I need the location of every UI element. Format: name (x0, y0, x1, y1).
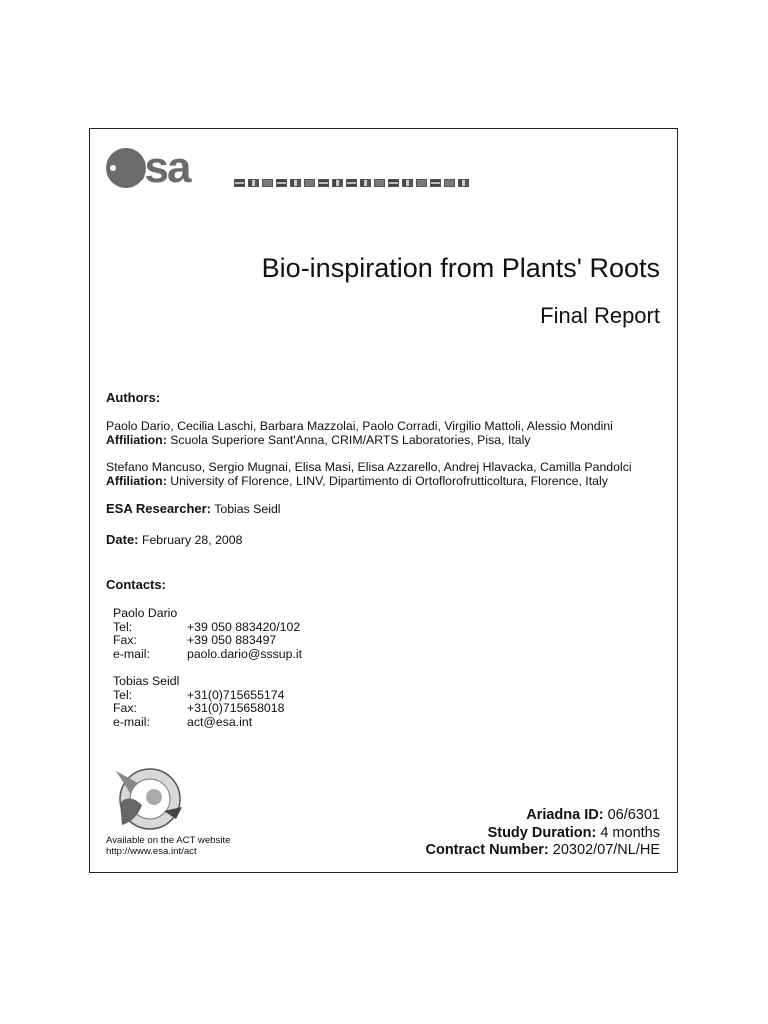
ariadna-value: 06/6301 (607, 807, 660, 823)
author-group-1 (106, 419, 613, 447)
fax-value: +31(0)715658018 (187, 701, 285, 716)
fax-label: Fax: (113, 701, 137, 716)
member-flags (234, 179, 469, 187)
flag-icon (234, 179, 245, 187)
email-label: e-mail: (113, 647, 150, 662)
duration-value: 4 months (600, 824, 660, 841)
contacts-heading: Contacts: (106, 577, 166, 592)
act-logo-icon (110, 763, 190, 835)
email-label: e-mail: (113, 715, 150, 730)
flag-icon (332, 179, 343, 187)
duration-label: Study Duration: (487, 824, 597, 841)
flag-icon (430, 179, 441, 187)
flag-icon (374, 179, 385, 187)
report-subtitle: Final Report (540, 303, 660, 328)
contact-tel (113, 621, 302, 635)
report-date (106, 533, 242, 547)
author-names: Stefano Mancuso, Sergio Mugnai, Elisa Masi, Elisa Azzarello, Andrej Hlavacka, Camilla Pandolci (106, 460, 632, 474)
flag-icon (318, 179, 329, 187)
affiliation-value: University of Florence, LINV, Dipartimento di Ortoflorofrutticoltura, Florence, Italy (170, 474, 608, 488)
contract-value: 20302/07/NL/HE (552, 842, 660, 858)
contract-number (425, 842, 660, 860)
contact-name: Paolo Dario (113, 606, 178, 620)
contact-name: Tobias Seidl (113, 674, 180, 688)
affiliation-value: Scuola Superiore Sant'Anna, CRIM/ARTS Laboratories, Pisa, Italy (170, 433, 531, 447)
report-cover (89, 128, 678, 873)
flag-icon (290, 179, 301, 187)
contact-fax (113, 702, 284, 716)
report-title: Bio-inspiration from Plants' Roots (261, 253, 660, 283)
contact-card (113, 607, 302, 662)
contact-fax (113, 634, 302, 648)
email-value[interactable]: paolo.dario@sssup.it (187, 647, 303, 662)
flag-icon (276, 179, 287, 187)
study-duration (425, 825, 660, 843)
flag-icon (360, 179, 371, 187)
flag-icon (262, 179, 273, 187)
authors-heading: Authors: (106, 390, 161, 405)
tel-label: Tel: (113, 619, 133, 634)
contact-email (113, 716, 284, 730)
contact-tel (113, 689, 284, 703)
fax-label: Fax: (113, 633, 137, 648)
act-line-1: Available on the ACT website (106, 835, 231, 846)
date-label: Date: (106, 532, 139, 547)
fax-value: +39 050 883497 (187, 633, 277, 648)
author-names: Paolo Dario, Cecilia Laschi, Barbara Mazzolai, Paolo Corradi, Virgilio Mattoli, Alessio Mondini (106, 419, 613, 433)
tel-value: +31(0)715655174 (187, 687, 285, 702)
flag-icon (346, 179, 357, 187)
affiliation-line (106, 474, 632, 488)
author-group-2 (106, 460, 632, 488)
contact-card (113, 675, 284, 730)
act-url[interactable]: http://www.esa.int/act (106, 846, 197, 857)
act-website-note (106, 835, 230, 857)
esa-wordmark: esa (122, 143, 190, 192)
ariadna-id (425, 807, 660, 825)
tel-label: Tel: (113, 687, 133, 702)
affiliation-label: Affiliation: (106, 474, 167, 488)
study-info (425, 807, 660, 860)
flag-icon (248, 179, 259, 187)
contact-email (113, 648, 302, 662)
tel-value: +39 050 883420/102 (187, 619, 301, 634)
affiliation-label: Affiliation: (106, 433, 167, 447)
date-value: February 28, 2008 (141, 533, 243, 547)
esa-researcher (106, 502, 281, 516)
affiliation-line (106, 433, 613, 447)
flag-icon (388, 179, 399, 187)
researcher-value: Tobias Seidl (214, 502, 281, 516)
email-value[interactable]: act@esa.int (187, 715, 253, 730)
flag-icon (444, 179, 455, 187)
flag-icon (402, 179, 413, 187)
flag-icon (304, 179, 315, 187)
contract-label: Contract Number: (425, 842, 549, 858)
flag-icon (416, 179, 427, 187)
flag-icon (458, 179, 469, 187)
researcher-label: ESA Researcher: (106, 501, 212, 516)
ariadna-label: Ariadna ID: (526, 807, 604, 823)
